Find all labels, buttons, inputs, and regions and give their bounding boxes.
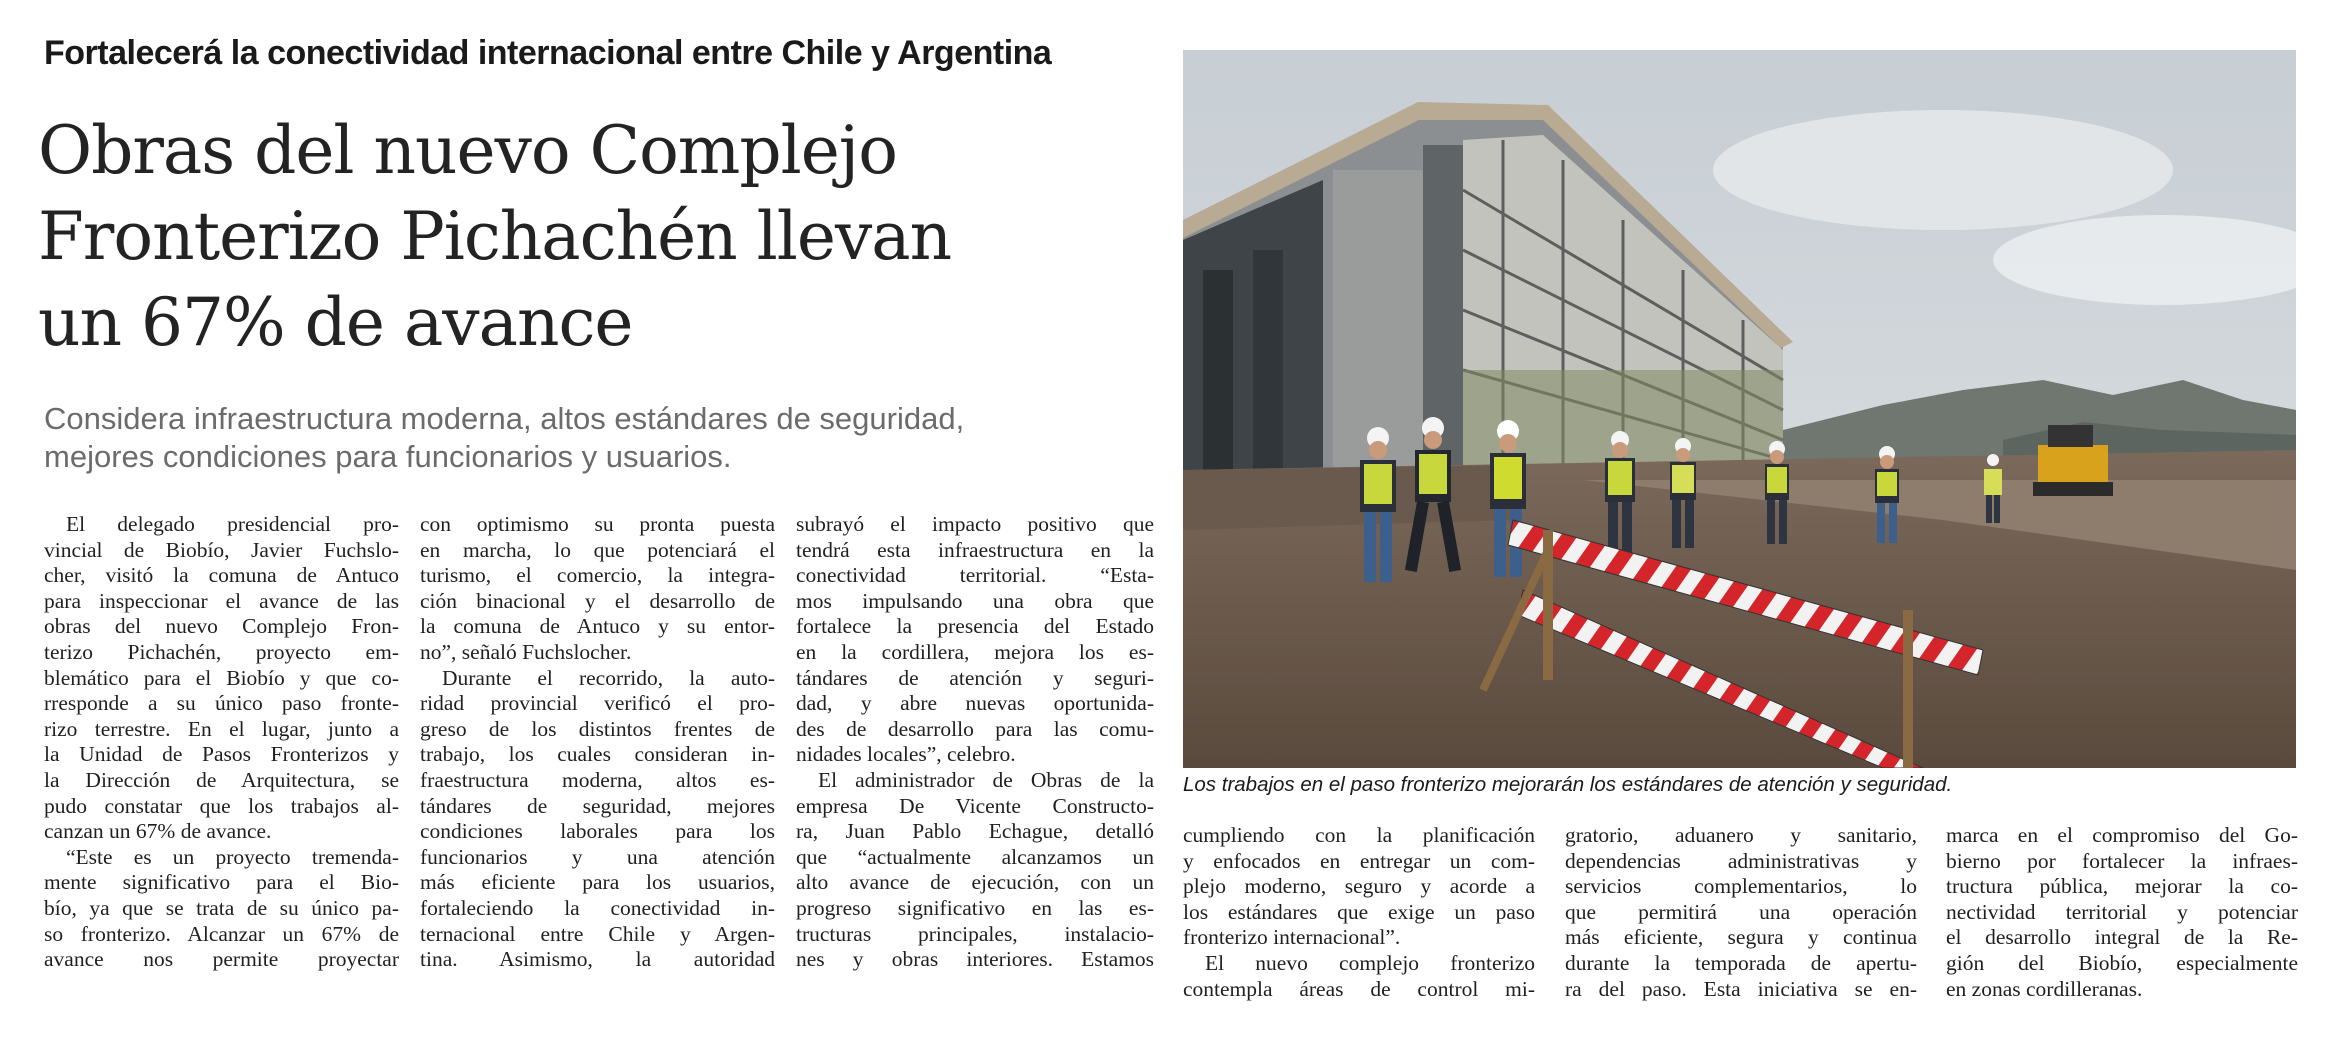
deck-line: Considera infraestructura moderna, altos estándares de seguridad,: [44, 401, 965, 436]
text-line: dad, y abre nuevas oportunida-: [796, 691, 1154, 716]
text-line: tina. Asimismo, la autoridad: [420, 947, 775, 972]
text-line: ra, Juan Pablo Echague, detalló: [796, 819, 1154, 844]
article-column-1: [44, 512, 399, 973]
headline-line: Obras del nuevo Complejo: [38, 112, 898, 189]
text-line: que “actualmente alcanzamos un: [796, 844, 1154, 869]
text-line: cumpliendo con la planificación: [1183, 823, 1535, 847]
article-headline: [38, 108, 1168, 366]
text-line: alto avance de ejecución, con un: [796, 870, 1154, 895]
text-line: con optimismo su pronta puesta: [420, 512, 775, 536]
text-line: subrayó el impacto positivo que: [796, 512, 1154, 536]
text-line: greso de los distintos frentes de: [420, 716, 775, 741]
text-line: empresa De Vicente Constructo-: [796, 793, 1154, 818]
article-column-4: [1183, 823, 1535, 1002]
article-column-5: [1565, 823, 1917, 1002]
text-line: gratorio, aduanero y sanitario,: [1565, 823, 1917, 847]
text-line: progreso significativo en las es-: [796, 895, 1154, 920]
text-line: bío, ya que se trata de su único pa-: [44, 895, 399, 920]
text-line: mos impulsando una obra que: [796, 588, 1154, 613]
text-line: blemático para el Biobío y que co-: [44, 665, 399, 690]
photo-caption: Los trabajos en el paso fronterizo mejorarán los estándares de atención y seguridad.: [1183, 773, 1953, 796]
text-line: tendrá esta infraestructura en la: [796, 537, 1154, 562]
text-line: El delegado presidencial pro-: [66, 512, 399, 536]
text-line: rizo terrestre. En el lugar, junto a: [44, 716, 399, 741]
text-line: dependencias administrativas y: [1565, 848, 1917, 873]
text-line: para inspeccionar el avance de las: [44, 588, 399, 613]
text-line: y enfocados en entregar un com-: [1183, 848, 1535, 873]
text-line: marca en el compromiso del Go-: [1946, 823, 2298, 847]
text-line: turismo, el comercio, la integra-: [420, 563, 775, 588]
text-line: plejo moderno, seguro y acorde a: [1183, 874, 1535, 899]
text-line: en zonas cordilleranas.: [1946, 976, 2143, 1001]
text-line: des de desarrollo para las comu-: [796, 716, 1154, 741]
text-line: fronterizo internacional”.: [1183, 925, 1401, 950]
text-line: contempla áreas de control mi-: [1183, 976, 1535, 1001]
text-line: conectividad territorial. “Esta-: [796, 563, 1154, 588]
deck-line: mejores condiciones para funcionarios y usuarios.: [44, 439, 732, 474]
text-line: los estándares que exige un paso: [1183, 899, 1535, 924]
text-line: el desarrollo integral de la Re-: [1946, 925, 2298, 950]
text-line: rresponde a su único paso fronte-: [44, 691, 399, 716]
text-line: durante la temporada de apertu-: [1565, 950, 1917, 975]
text-line: la Unidad de Pasos Fronterizos y: [44, 742, 399, 767]
text-line: la comuna de Antuco y su entor-: [420, 614, 775, 639]
article-kicker: Fortalecerá la conectividad internacional entre Chile y Argentina: [44, 34, 1052, 72]
headline-line: Fronterizo Pichachén llevan: [38, 198, 952, 275]
text-line: funcionarios y una atención: [420, 844, 775, 869]
text-line: pudo constatar que los trabajos al-: [44, 793, 399, 818]
text-line: nes y obras interiores. Estamos: [796, 947, 1154, 972]
text-line: so fronterizo. Alcanzar un 67% de: [44, 921, 399, 946]
text-line: más eficiente, segura y continua: [1565, 925, 1917, 950]
text-line: vincial de Biobío, Javier Fuchslo-: [44, 537, 399, 562]
text-line: avance nos permite proyectar: [44, 947, 399, 972]
text-line: nectividad territorial y potenciar: [1946, 899, 2298, 924]
text-line: fortaleciendo la conectividad in-: [420, 895, 775, 920]
text-line: ción binacional y el desarrollo de: [420, 588, 775, 613]
text-line: Durante el recorrido, la auto-: [442, 665, 775, 690]
text-line: servicios complementarios, lo: [1565, 874, 1917, 899]
text-line: El administrador de Obras de la: [818, 767, 1154, 792]
text-line: ridad provincial verificó el pro-: [420, 691, 775, 716]
text-line: bierno por fortalecer la infraes-: [1946, 848, 2298, 873]
text-line: obras del nuevo Complejo Fron-: [44, 614, 399, 639]
text-line: tructuras principales, instalacio-: [796, 921, 1154, 946]
text-line: en marcha, lo que potenciará el: [420, 537, 775, 562]
article-column-2: [420, 512, 775, 973]
text-line: en la cordillera, mejora los es-: [796, 639, 1154, 664]
text-line: ternacional entre Chile y Argen-: [420, 921, 775, 946]
text-line: tándares de atención y seguri-: [796, 665, 1154, 690]
text-line: “Este es un proyecto tremenda-: [66, 844, 399, 869]
text-line: no”, señaló Fuchslocher.: [420, 639, 632, 664]
text-line: cher, visitó la comuna de Antuco: [44, 563, 399, 588]
text-line: tándares de seguridad, mejores: [420, 793, 775, 818]
text-line: fortalece la presencia del Estado: [796, 614, 1154, 639]
text-line: canzan un 67% de avance.: [44, 819, 272, 844]
text-line: El nuevo complejo fronterizo: [1205, 950, 1535, 975]
text-line: más eficiente para los usuarios,: [420, 870, 775, 895]
text-line: tructura pública, mejorar la co-: [1946, 874, 2298, 899]
text-line: gión del Biobío, especialmente: [1946, 950, 2298, 975]
article-column-3: [796, 512, 1154, 973]
text-line: mente significativo para el Bio-: [44, 870, 399, 895]
article-deck: [44, 400, 1174, 476]
text-line: que permitirá una operación: [1565, 899, 1917, 924]
article-column-6: [1946, 823, 2298, 1002]
text-line: la Dirección de Arquitectura, se: [44, 767, 399, 792]
text-line: ra del paso. Esta iniciativa se en-: [1565, 976, 1917, 1001]
headline-line: un 67% de avance: [38, 284, 633, 361]
text-line: nidades locales”, celebro.: [796, 742, 1016, 767]
text-line: trabajo, los cuales consideran in-: [420, 742, 775, 767]
article-photo: [1183, 50, 2296, 768]
text-line: fraestructura moderna, altos es-: [420, 767, 775, 792]
text-line: condiciones laborales para los: [420, 819, 775, 844]
text-line: terizo Pichachén, proyecto em-: [44, 639, 399, 664]
